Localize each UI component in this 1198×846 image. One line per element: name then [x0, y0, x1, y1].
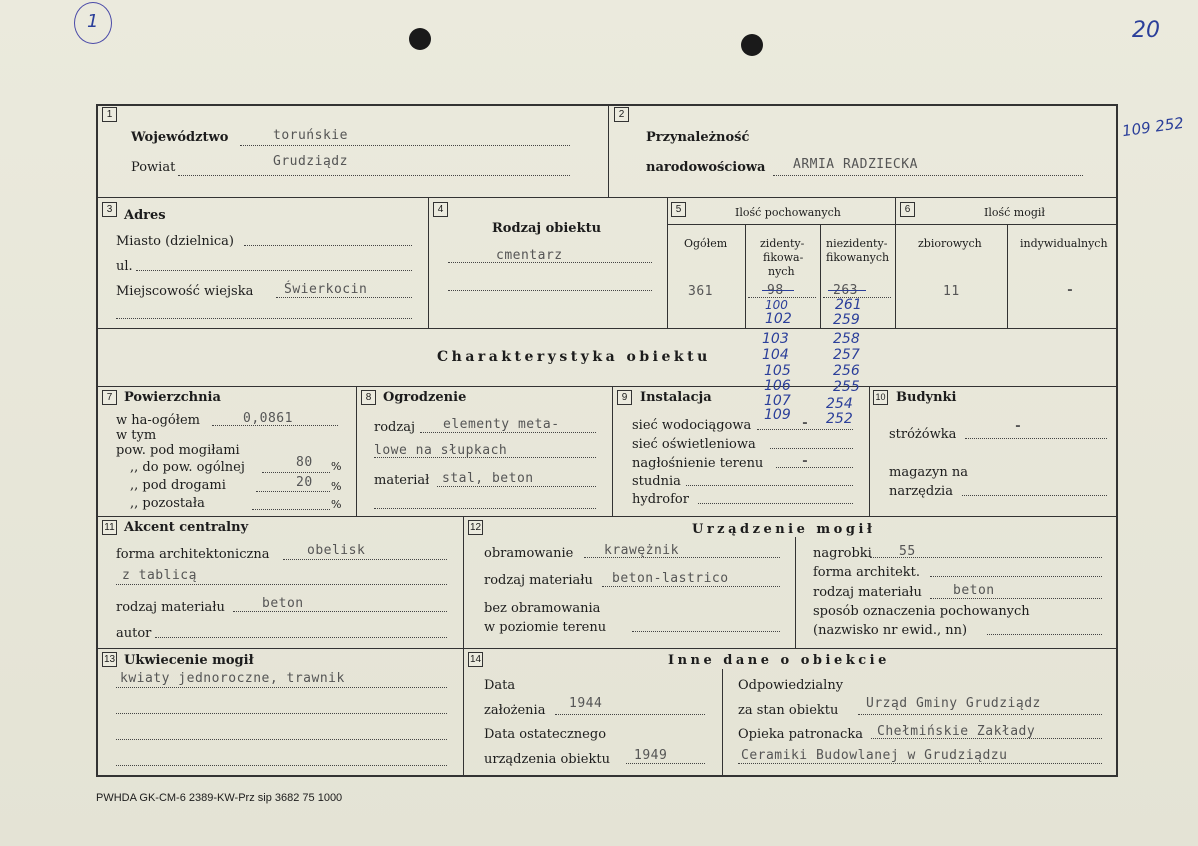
- za-stan-value: Urząd Gminy Grudziądz: [866, 696, 1041, 711]
- corner-note: 109 252: [1120, 113, 1185, 141]
- naglosnienie-line: [776, 467, 853, 468]
- pod-drogami-label: ,, pod drogami: [130, 478, 226, 493]
- do-pow-line: [262, 472, 330, 473]
- wodociag-value: -: [801, 416, 810, 431]
- hydrofor-label: hydrofor: [632, 492, 689, 507]
- sposob-label: sposób oznaczenia pochowanych: [813, 604, 1030, 619]
- studnia-label: studnia: [632, 474, 681, 489]
- rule-col-s4: [667, 197, 668, 328]
- magazyn-label-1: magazyn na: [889, 465, 968, 480]
- forma-arch-value: obelisk: [307, 543, 366, 558]
- ident-typed-value: 98: [767, 283, 784, 298]
- rule-col-s5a: [745, 224, 746, 328]
- ident-hw-4: 104: [762, 347, 789, 363]
- rule-col-s11: [463, 516, 464, 777]
- poziom-line: [632, 631, 780, 632]
- ident-hw-3: 103: [762, 331, 789, 347]
- za-stan-label: za stan obiektu: [738, 703, 839, 718]
- urzadzenia-obiektu-label: urządzenia obiektu: [484, 752, 610, 767]
- urzadzenia-obiektu-line: [626, 763, 705, 764]
- section-13-number: 13: [103, 654, 116, 665]
- miasto-line: [244, 245, 412, 246]
- section-8-number: 8: [361, 390, 376, 405]
- za-stan-line: [858, 714, 1102, 715]
- urz-material-value: beton-lastrico: [612, 571, 729, 586]
- autor-label: autor: [116, 626, 152, 641]
- do-pow-pct: %: [331, 460, 342, 473]
- przynaleznosc-line: [773, 175, 1083, 176]
- rule-row-3: [96, 386, 1118, 387]
- ukwiecenie-line-1: [116, 687, 447, 688]
- forma-arch-line: [283, 559, 447, 560]
- ogrodzenie-title: Ogrodzenie: [383, 390, 467, 405]
- data-label: Data: [484, 678, 516, 693]
- ha-value: 0,0861: [243, 411, 293, 426]
- ilosc-pochowanych-title: Ilość pochowanych: [735, 206, 841, 219]
- opieka-value-1: Chełmińskie Zakłady: [877, 724, 1036, 739]
- ogolem-value: 361: [688, 284, 713, 299]
- urz-material2-value: beton: [953, 583, 995, 598]
- akcent-material-line: [233, 611, 447, 612]
- powierzchnia-title: Powierzchnia: [124, 390, 221, 405]
- section-14-number: 14: [469, 654, 482, 665]
- forma-architekt-line: [930, 576, 1102, 577]
- ul-line: [136, 270, 412, 271]
- do-pow-label: ,, do pow. ogólnej: [130, 460, 245, 475]
- ul-label: ul.: [116, 259, 133, 274]
- ident-hw-7: 107: [764, 393, 791, 409]
- pozostala-pct: %: [331, 498, 342, 511]
- ogrodzenie-material-label: materiał: [374, 473, 430, 488]
- wodociag-line: [757, 429, 853, 430]
- strozowka-value: -: [1014, 419, 1023, 434]
- przynaleznosc-label: Przynależność: [646, 130, 750, 145]
- section-6-number: 6: [900, 202, 915, 217]
- ident-hw-2: 102: [765, 311, 792, 327]
- nieident-hw-4: 257: [833, 347, 860, 363]
- nieident-hw-7: 254: [826, 396, 853, 412]
- nagrobki-line: [870, 557, 1102, 558]
- nieident-hw-6: 255: [833, 379, 860, 395]
- ident-hw-6: 106: [764, 378, 791, 394]
- rodzaj-obiektu-line-1: [448, 262, 652, 263]
- urzadzenie-title: Urządzenie mogił: [692, 522, 876, 537]
- magazyn-label-2: narzędzia: [889, 484, 953, 499]
- ogrodzenie-material-value: stal, beton: [442, 471, 534, 486]
- opieka-value-2: Ceramiki Budowlanej w Grudziądzu: [741, 748, 1008, 763]
- obramowanie-line: [584, 557, 780, 558]
- obramowanie-value: krawężnik: [604, 543, 679, 558]
- ogrodzenie-rodzaj-line-2: [374, 457, 596, 458]
- section-11-number: 11: [102, 520, 117, 535]
- nieident-hw-1: 261: [835, 297, 862, 313]
- ilosc-mogil-title: Ilość mogił: [984, 206, 1045, 219]
- rule-row-2: [96, 328, 1118, 329]
- akcent-material-value: beton: [262, 596, 304, 611]
- section-7-number: 7: [102, 390, 117, 405]
- zalozenia-value: 1944: [569, 696, 603, 711]
- rule-col-s12: [795, 537, 796, 648]
- autor-line: [155, 637, 447, 638]
- ukwiecenie-value: kwiaty jednoroczne, trawnik: [120, 671, 345, 686]
- ha-label: w ha-ogółem: [116, 413, 200, 428]
- ukwiecenie-line-3: [116, 739, 447, 740]
- miasto-label: Miasto (dzielnica): [116, 234, 234, 249]
- miejscowosc-line: [276, 297, 412, 298]
- col-ident-3: nych: [768, 265, 795, 278]
- rodzaj-obiektu-line-2: [448, 290, 652, 291]
- nieident-hw-3: 258: [833, 331, 860, 347]
- ha-line: [212, 425, 338, 426]
- ukwiecenie-line-4: [116, 765, 447, 766]
- section-12-number: 12: [469, 522, 482, 533]
- urz-material2-label: rodzaj materiału: [813, 585, 922, 600]
- rule-row-4: [96, 516, 1118, 517]
- pozostala-label: ,, pozostała: [130, 496, 205, 511]
- col-ogolem: Ogółem: [684, 237, 728, 250]
- col-indywidualnych: indywidualnych: [1020, 237, 1108, 250]
- section-4-number: 4: [433, 202, 448, 217]
- pod-drogami-value: 20: [296, 475, 313, 490]
- pod-drogami-line: [256, 491, 330, 492]
- opieka-line-2: [738, 763, 1102, 764]
- adres-extra-line: [116, 318, 412, 319]
- studnia-line: [686, 485, 853, 486]
- nieident-strike: [828, 290, 866, 291]
- do-pow-value: 80: [296, 455, 313, 470]
- rule-row-1: [96, 197, 1118, 198]
- inne-dane-title: Inne dane o obiekcie: [668, 653, 890, 668]
- oswietlenie-line: [770, 448, 853, 449]
- ident-strike: [762, 290, 794, 291]
- pod-drogami-pct: %: [331, 480, 342, 493]
- corner-mark-left-number: 1: [87, 11, 99, 32]
- rule-s5-header: [667, 224, 1118, 225]
- przynaleznosc-value: ARMIA RADZIECKA: [793, 157, 918, 172]
- poziom-label: w poziomie terenu: [484, 620, 607, 635]
- charakterystyka-heading: Charakterystyka obiektu: [437, 349, 711, 365]
- wojewodztwo-line: [240, 145, 570, 146]
- ogrodzenie-material-line: [437, 486, 596, 487]
- nagrobki-label: nagrobki: [813, 546, 872, 561]
- nagrobki-value: 55: [899, 544, 916, 559]
- ogrodzenie-rodzaj-label: rodzaj: [374, 420, 415, 435]
- bez-obram-label: bez obramowania: [484, 601, 601, 616]
- ogrodzenie-rodzaj-value-2: lowe na słupkach: [374, 443, 508, 458]
- data-ostatecznego-label: Data ostatecznego: [484, 727, 607, 742]
- ukwiecenie-line-2: [116, 713, 447, 714]
- corner-mark-right: 20: [1132, 18, 1160, 43]
- section-2-number: 2: [614, 107, 629, 122]
- rule-row-5: [96, 648, 1118, 649]
- col-ident-1: zidenty-: [760, 237, 805, 250]
- nieident-hw-8: 252: [826, 411, 853, 427]
- wojewodztwo-label: Województwo: [131, 130, 229, 145]
- magazyn-line: [962, 495, 1107, 496]
- section-5-number: 5: [671, 202, 686, 217]
- ident-hw-5: 105: [764, 363, 791, 379]
- forma-arch-label: forma architektoniczna: [116, 547, 270, 562]
- pozostala-line: [252, 509, 330, 510]
- urz-material2-line: [930, 598, 1102, 599]
- section-9-number: 9: [617, 390, 632, 405]
- rodzaj-obiektu-title: Rodzaj obiektu: [492, 221, 602, 236]
- opieka-label: Opieka patronacka: [738, 727, 863, 742]
- section-10-number: 10: [873, 390, 888, 405]
- powiat-label: Powiat: [131, 160, 176, 175]
- budynki-title: Budynki: [896, 390, 957, 405]
- miejscowosc-label: Miejscowość wiejska: [116, 284, 254, 299]
- ogrodzenie-rodzaj-value-1: elementy meta-: [443, 417, 560, 432]
- powiat-line: [178, 175, 570, 176]
- odpowiedzialny-label: Odpowiedzialny: [738, 678, 844, 693]
- instalacja-title: Instalacja: [640, 390, 712, 405]
- hydrofor-line: [698, 503, 853, 504]
- zalozenia-label: założenia: [484, 703, 546, 718]
- akcent-material-label: rodzaj materiału: [116, 600, 225, 615]
- nieident-hw-5: 256: [833, 363, 860, 379]
- strozowka-label: stróżówka: [889, 427, 957, 442]
- rule-col-s6: [1007, 224, 1008, 328]
- miejscowosc-value: Świerkocin: [284, 282, 368, 297]
- strozowka-line: [965, 438, 1107, 439]
- section-1-number: 1: [102, 107, 117, 122]
- sposob-line: [987, 634, 1102, 635]
- ukwiecenie-title: Ukwiecenie mogił: [124, 653, 254, 668]
- rule-col-s3: [428, 197, 429, 328]
- ogrodzenie-extra-line: [374, 508, 596, 509]
- section-3-number: 3: [102, 202, 117, 217]
- narodowosciowa-label: narodowościowa: [646, 160, 766, 175]
- naglosnienie-value: -: [801, 454, 810, 469]
- punch-hole-left: [409, 28, 431, 50]
- wodociag-label: sieć wodociągowa: [632, 418, 752, 433]
- urz-material-label: rodzaj materiału: [484, 573, 593, 588]
- punch-hole-right: [741, 34, 763, 56]
- opieka-line: [871, 738, 1102, 739]
- col-ident-2: fikowa-: [763, 251, 804, 264]
- rule-col-s8: [612, 386, 613, 516]
- col-zbiorowych: zbiorowych: [918, 237, 982, 250]
- col-nieident-1: niezidenty-: [826, 237, 888, 250]
- form-footer: PWHDA GK-CM-6 2389-KW-Prz sip 3682 75 1000: [96, 792, 343, 804]
- oswietlenie-label: sieć oświetleniowa: [632, 437, 756, 452]
- zbiorowych-value: 11: [943, 284, 960, 299]
- obramowanie-label: obramowanie: [484, 546, 574, 561]
- akcent-title: Akcent centralny: [124, 520, 249, 535]
- forma-arch-value-2: z tablicą: [122, 568, 197, 583]
- w-tym-label: w tym: [116, 428, 157, 443]
- naglosnienie-label: nagłośnienie terenu: [632, 456, 764, 471]
- col-nieident-2: fikowanych: [826, 251, 890, 264]
- sposob-label-2: (nazwisko nr ewid., nn): [813, 623, 968, 638]
- rule-col-s5b: [820, 224, 821, 328]
- pow-mogilami-label: pow. pod mogiłami: [116, 443, 240, 458]
- forma-arch-line-2: [116, 584, 447, 585]
- adres-title: Adres: [124, 208, 166, 223]
- wojewodztwo-value: toruńskie: [273, 128, 348, 143]
- urz-material-line: [602, 586, 780, 587]
- zalozenia-line: [555, 714, 705, 715]
- ident-hw-1: 100: [765, 298, 788, 312]
- rule-col-s5c: [895, 197, 896, 328]
- rule-col-s1: [608, 104, 609, 197]
- rule-col-s7: [356, 386, 357, 516]
- powiat-value: Grudziądz: [273, 154, 348, 169]
- nieident-hw-2: 259: [833, 312, 860, 328]
- urzadzenia-obiektu-value: 1949: [634, 748, 668, 763]
- rule-col-s9: [869, 386, 870, 516]
- forma-architekt-label: forma architekt.: [813, 565, 920, 580]
- rodzaj-obiektu-value: cmentarz: [496, 248, 563, 263]
- ident-hw-8: 109: [764, 407, 791, 423]
- nieident-typed-value: 263: [833, 283, 858, 298]
- ogrodzenie-rodzaj-line: [420, 432, 596, 433]
- indywidualnych-value: -: [1066, 283, 1075, 298]
- rule-col-s14: [722, 669, 723, 777]
